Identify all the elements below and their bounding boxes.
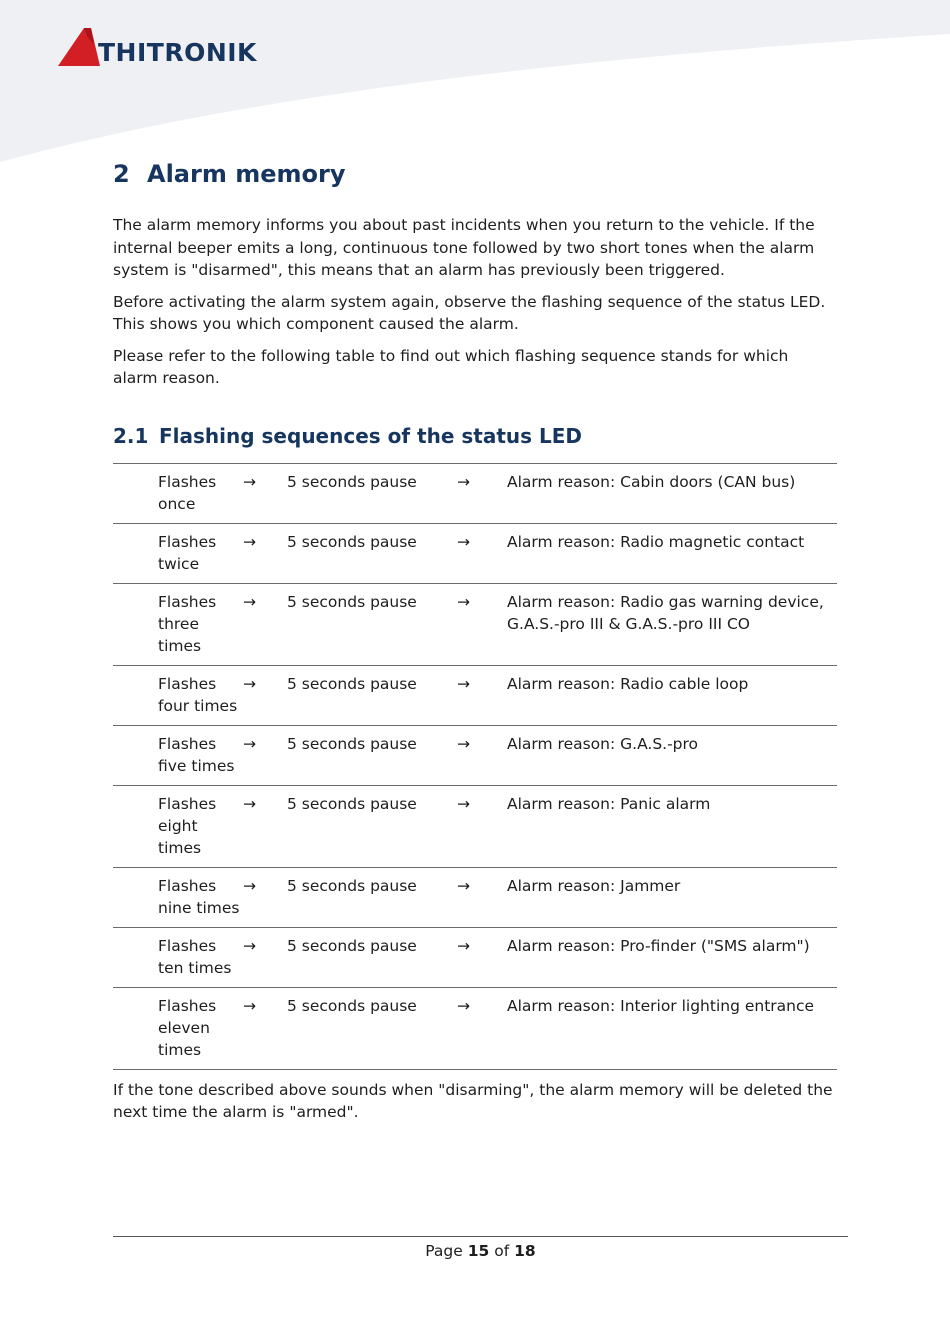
pause-duration: 5 seconds pause [287,734,417,753]
alarm-reason: Alarm reason: Interior lighting entrance [507,996,815,1015]
pause-duration: 5 seconds pause [287,592,417,611]
arrow-icon: → [457,532,470,551]
arrow-icon: → [243,794,256,813]
arrow-icon: → [243,674,256,693]
alarm-reason: Alarm reason: Radio magnetic contact [507,532,805,551]
section-title: Alarm memory [147,160,346,188]
brand-name: THITRONIK [98,38,257,67]
arrow-icon: → [243,472,256,491]
alarm-reason: Alarm reason: Radio gas warning device, G.A.S.-pro III & G.A.S.-pro III CO [507,592,824,633]
alarm-reason: Alarm reason: G.A.S.-pro [507,734,699,753]
flash-count: Flashes nine times [158,876,240,917]
pause-duration: 5 seconds pause [287,996,417,1015]
flash-count: Flashes ten times [158,936,232,977]
arrow-icon: → [457,794,470,813]
alarm-reason: Alarm reason: Pro-finder ("SMS alarm") [507,936,810,955]
flash-count: Flashes four times [158,674,238,715]
table-row [113,665,837,725]
table-row [113,867,837,927]
table-row [113,523,837,583]
arrow-icon: → [457,936,470,955]
table-row [113,463,837,523]
arrow-icon: → [243,734,256,753]
arrow-icon: → [457,876,470,895]
arrow-icon: → [457,734,470,753]
of-label: of [494,1242,510,1260]
main-content [113,150,837,1133]
closing-paragraph: If the tone described above sounds when "disarming", the alarm memory will be deleted the next time the alarm is "armed". [113,1080,833,1121]
pause-duration: 5 seconds pause [287,472,417,491]
pause-duration: 5 seconds pause [287,936,417,955]
page-label: Page [425,1242,463,1260]
alarm-reason: Alarm reason: Panic alarm [507,794,711,813]
arrow-icon: → [457,996,470,1015]
arrow-icon: → [457,674,470,693]
flash-count: Flashes twice [158,532,217,573]
flash-count: Flashes eleven times [158,996,217,1059]
section-heading [113,160,837,188]
subsection-title: Flashing sequences of the status LED [159,423,583,448]
brand-logo [58,24,257,66]
flash-count: Flashes eight times [158,794,217,857]
intro-paragraph-1: The alarm memory informs you about past incidents when you return to the vehicle. If the internal beeper emits a long, continuous tone followed by two short tones when the alarm system is "disarmed", this means that an alarm has previously been triggered. [113,216,815,279]
page-current: 15 [467,1242,490,1260]
alarm-reason: Alarm reason: Jammer [507,876,681,895]
section-number: 2 [113,160,130,188]
flash-count: Flashes five times [158,734,235,775]
arrow-icon: → [243,532,256,551]
arrow-icon: → [243,876,256,895]
page-total: 18 [514,1242,536,1260]
arrow-icon: → [243,592,256,611]
subsection-heading [113,424,837,448]
arrow-icon: → [243,996,256,1015]
intro-paragraph-3: Please refer to the following table to find out which flashing sequence stands for which alarm reason. [113,346,789,387]
arrow-icon: → [243,936,256,955]
flash-count: Flashes three times [158,592,217,655]
flash-count: Flashes once [158,472,217,513]
subsection-number: 2.1 [113,423,149,448]
intro-paragraph-2: Before activating the alarm system again, observe the flashing sequence of the status LED. This shows you which component caused the alarm. [113,292,826,333]
table-row [113,725,837,785]
pause-duration: 5 seconds pause [287,876,417,895]
alarm-reason: Alarm reason: Cabin doors (CAN bus) [507,472,796,491]
table-row [113,785,837,867]
pause-duration: 5 seconds pause [287,794,417,813]
page-footer [113,1240,848,1262]
footer-divider [113,1236,848,1237]
pause-duration: 5 seconds pause [287,532,417,551]
pause-duration: 5 seconds pause [287,674,417,693]
logo-sail-icon [58,26,100,66]
table-row [113,927,837,987]
alarm-reason: Alarm reason: Radio cable loop [507,674,749,693]
arrow-icon: → [457,592,470,611]
arrow-icon: → [457,472,470,491]
table-row [113,583,837,665]
flashing-sequence-table [113,463,837,1070]
table-row [113,987,837,1069]
